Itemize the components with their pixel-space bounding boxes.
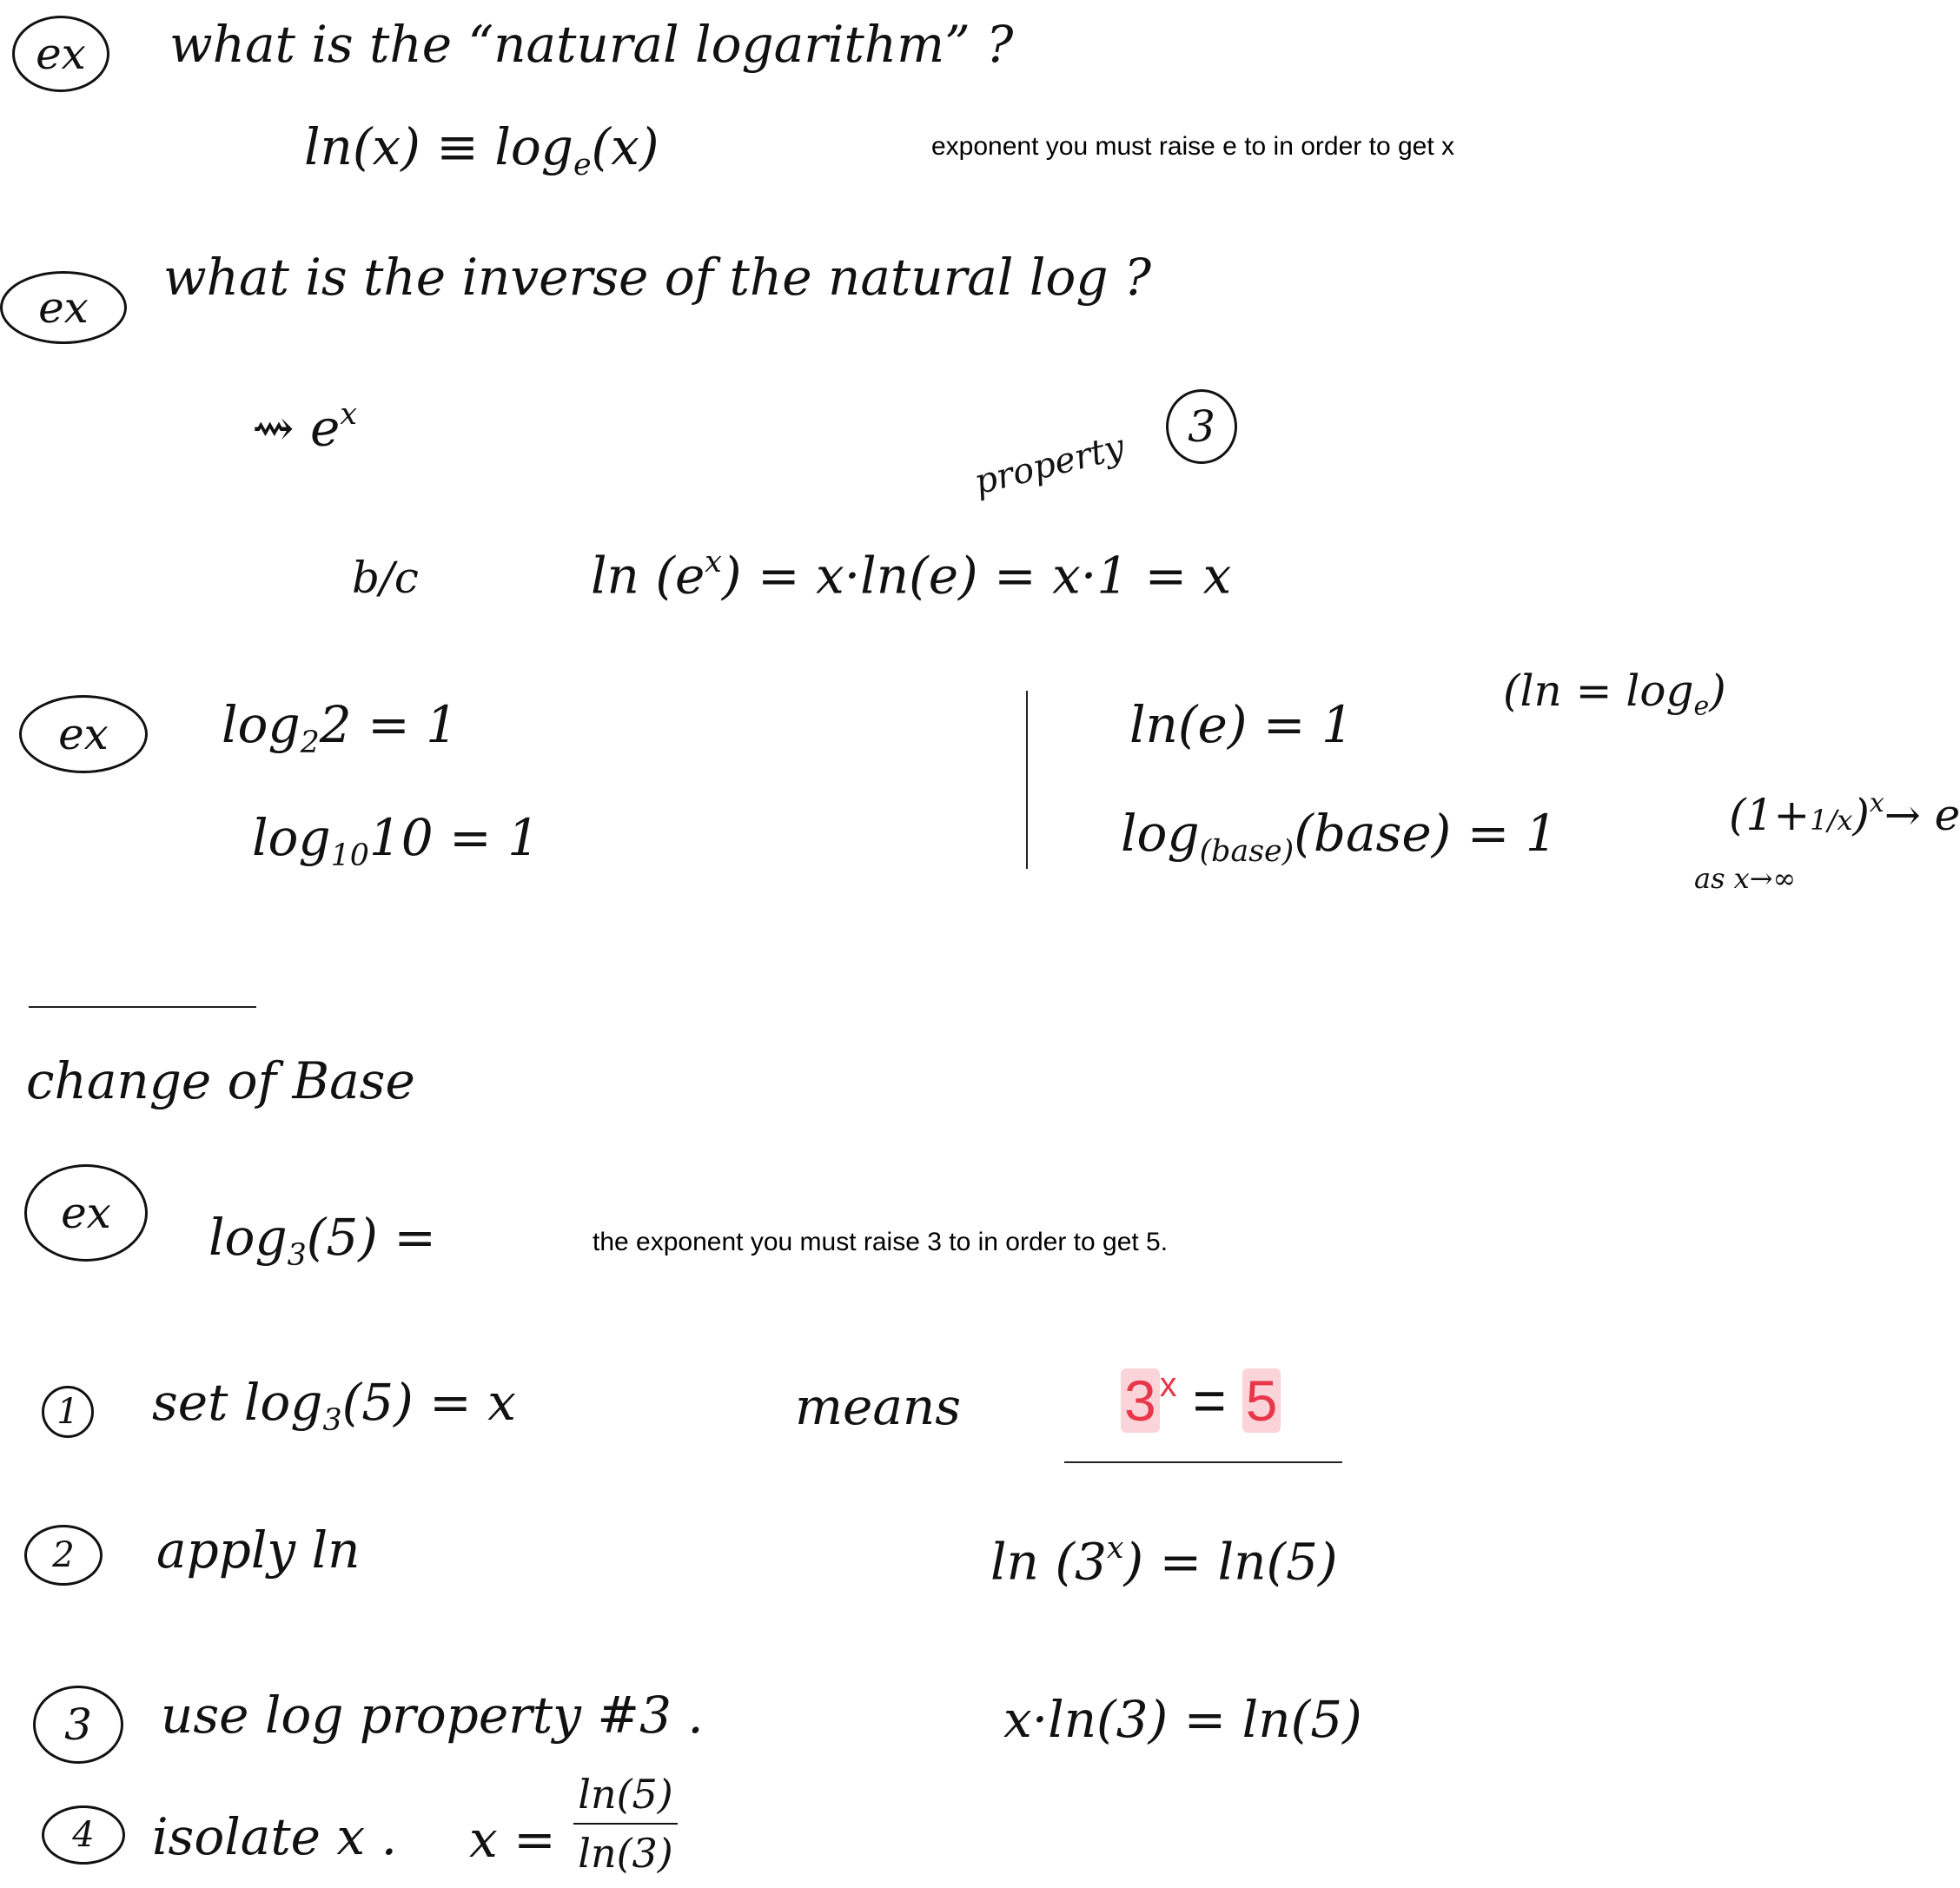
ex-circle-2	[0, 271, 127, 344]
step-circle-4: 4	[42, 1805, 125, 1865]
step-3-text: use log property #3 .	[161, 1686, 704, 1745]
step-circle-3: 3	[33, 1686, 123, 1764]
step-2-result: $\ln (3^x) = \ln(5)$	[990, 1531, 1338, 1592]
ex-label-4: ex	[61, 1188, 111, 1238]
ex-label-1: ex	[36, 29, 86, 79]
ex3-log10: $\log_{10}10 = 1$	[252, 808, 540, 874]
step-4-fraction	[573, 1771, 678, 1877]
red-equation-underline	[1064, 1461, 1342, 1463]
step-circle-2: 2	[24, 1525, 103, 1586]
ex3-ln-note: $(\ln = \log_e)$	[1503, 666, 1726, 722]
step-3-result: x·ln(3) = ln(5)	[1003, 1690, 1362, 1749]
ex-circle-4	[24, 1164, 148, 1262]
step-4-lhs: x =	[469, 1810, 556, 1869]
step-2-text: apply ln	[156, 1520, 361, 1580]
ex1-typed-note: exponent you must raise e to in order to get x	[931, 132, 1455, 161]
ex-circle-3	[19, 695, 148, 773]
red-equation: 3 $^x$ = 5	[1121, 1368, 1281, 1429]
section-separator	[29, 1006, 256, 1008]
cob-example: $\log_3(5)$ =	[209, 1208, 436, 1274]
red-base: 3	[1121, 1368, 1160, 1433]
cob-typed-note: the exponent you must raise 3 to in order to get 5.	[593, 1228, 1169, 1256]
fraction-numerator: ln(5)	[578, 1771, 673, 1818]
change-of-base-heading: change of Base	[26, 1051, 415, 1110]
step-1-text: set $\log_3(5) = x$	[152, 1373, 516, 1439]
ex-label-3: ex	[58, 709, 109, 759]
ex3-ln-e: ln(e) = 1	[1129, 695, 1354, 754]
squiggle-arrow-icon: ⇝	[252, 398, 295, 458]
property-number-circle: 3	[1166, 389, 1237, 464]
ex1-definition: $\ln(x) \equiv \log_e(x)$	[304, 117, 659, 183]
step-circle-1: 1	[42, 1386, 94, 1438]
ex1-question: what is the “natural logarithm” ?	[169, 15, 1014, 74]
fraction-denominator: ln(3)	[578, 1830, 673, 1877]
ex3-log-base: $\log_{(base)}(base) = 1$	[1121, 804, 1558, 870]
ex-label-2: ex	[38, 282, 89, 333]
means-label: means	[795, 1377, 962, 1436]
ex3-divider	[1026, 691, 1028, 869]
ex-circle-1	[12, 16, 109, 92]
ex2-equation: $\ln (e^x) = x\cdot\ln(e) = x\cdot 1 = x$	[591, 545, 1232, 606]
ex2-property-label: property	[970, 427, 1129, 503]
ex2-question: what is the inverse of the natural log ?	[163, 248, 1152, 307]
red-value: 5	[1242, 1368, 1281, 1433]
ex3-limit-condition: as x→∞	[1694, 862, 1797, 895]
ex3-limit-expr: $(1+1/x)^x\to e$	[1729, 788, 1960, 840]
ex3-log2: $\log_22 = 1$	[222, 695, 459, 761]
fraction-bar	[573, 1823, 678, 1825]
step-4-text: isolate x .	[152, 1807, 398, 1866]
ex2-because: b/c	[352, 553, 419, 603]
ex2-answer: ⇝ $e^x$	[252, 397, 357, 458]
